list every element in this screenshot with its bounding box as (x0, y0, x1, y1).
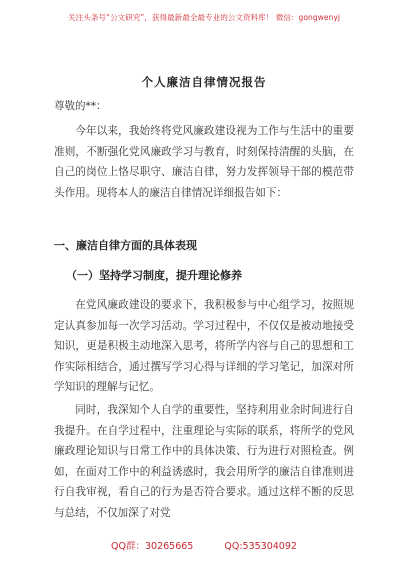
subsection-heading: （一）坚持学习制度，提升理论修养 (66, 269, 242, 282)
body-paragraph-2: 同时，我深知个人自学的重要性，坚持利用业余时间进行自我提升。在自学过程中，注重理论与实际的联系，将所学的党风廉政理论知识与日常工作中的具体决策、行为进行对照检查。例如，在面对工作中的利益诱惑时，我会用所学的廉洁自律准则进行自我审视，看自己的行为是否符合要求。通过这样不断的反思与总结，不仅加深了对党 (54, 404, 354, 519)
body-paragraph-1: 在党风廉政建设的要求下，我积极参与中心组学习，按照规定认真参加每一次学习活动。学习过程中，不仅仅是被动地接受知识，更是积极主动地深入思考，将所学内容与自己的思想和工作实际相结合，通过撰写学习心得与详细的学习笔记，加深对所学知识的理解与记忆。 (54, 299, 354, 393)
qq-group: QQ群：30265665 (111, 541, 194, 552)
greeting: 尊敬的**： (54, 100, 107, 112)
document-title: 个人廉洁自律情况报告 (141, 75, 267, 89)
promo-banner: 关注头条号“公文研究”，获得最新最全最专业的公文资料库！ 微信：gongwenyj (68, 13, 340, 22)
section-heading: 一、廉洁自律方面的具体表现 (54, 239, 197, 252)
qq-number: QQ:535304092 (224, 541, 297, 552)
contact-footer (0, 538, 408, 552)
intro-paragraph: 今年以来，我始终将党风廉政建设视为工作与生活中的重要准则，不断强化党风廉政学习与教育，时刻保持清醒的头脑，在自己的岗位上恪尽职守、廉洁自律，努力发挥领导干部的模范带头作用。现将本人的廉洁自律情况详细报告如下： (54, 125, 354, 199)
